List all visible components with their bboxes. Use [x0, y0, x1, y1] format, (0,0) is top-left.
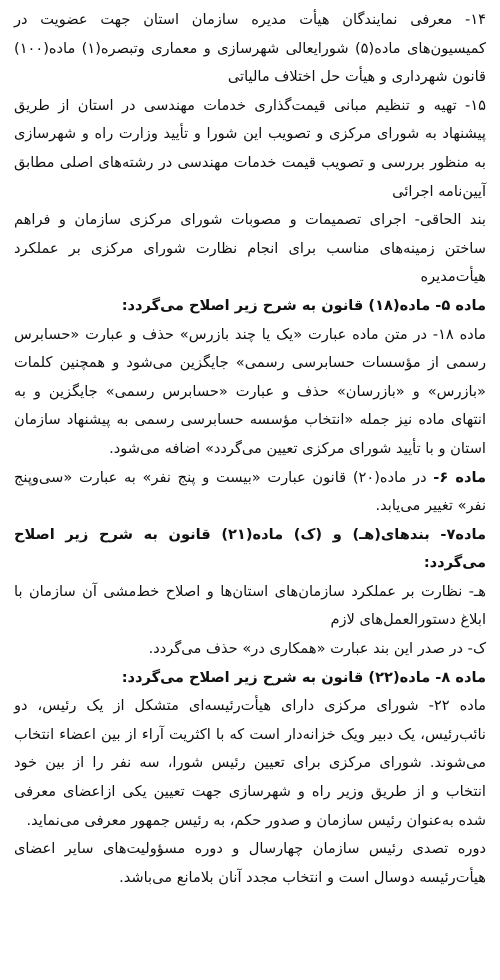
article-8-tail: دوره تصدی رئیس سازمان چهارسال و دوره مسؤولیت‌های سایر اعضای هیأت‌رئیسه دوسال است و انتخاب مجدد آنان بلامانع می‌باشد.: [14, 840, 486, 886]
article-6-heading: ماده ۶-: [433, 468, 486, 486]
article-8-heading: ماده ۸- ماده(۲۲) قانون به شرح زیر اصلاح می‌گردد:: [121, 668, 486, 686]
article-7-item-kaf: ک- در صدر این بند عبارت «همکاری در» حذف می‌گردد.: [148, 640, 486, 658]
article-8-body: ماده ۲۲- شورای مرکزی دارای هیأت‌رئیسه‌ای متشکل از یک رئیس، دو نائب‌رئیس، یک دبیر ویک خزانه‌دار است که با اکثریت آراء از بین اعضاء انتخاب می‌شوند. شورای مرکزی برای تعیین رئیس شورا، سه نفر را از بین خود انتخاب و از طریق وزیر راه و شهرسازی جهت تعیین یکی ازاعضای معرفی شده به‌عنوان رئیس سازمان و صدور حکم، به رئیس جمهور معرفی می‌نماید.: [14, 697, 486, 829]
clause-14: ۱۴- معرفی نمایندگان هیأت مدیره سازمان استان جهت عضویت در کمیسیون‌های ماده(۵) شورایعالی شهرسازی و معماری وتبصره(۱) ماده(۱۰۰) قانون شهرداری و هیأت حل اختلاف مالیاتی: [14, 11, 487, 86]
clause-15: ۱۵- تهیه و تنظیم مبانی قیمت‌گذاری خدمات مهندسی در استان از طریق پیشنهاد به شورای مرکزی و تصویب این شورا و تأیید وزارت راه و شهرسازی به منظور بررسی و تصویب قیمت خدمات مهندسی در رشته‌های اصلی مطابق آیین‌نامه اجرائی: [14, 96, 486, 200]
appended-clause: بند الحاقی- اجرای تصمیمات و مصوبات شورای مرکزی سازمان و فراهم ساختن زمینه‌های مناسب برای انجام نظارت شورای مرکزی بر عملکرد هیأت‌مدیره: [14, 211, 486, 286]
article-5-body: ماده ۱۸- در متن ماده عبارت «یک یا چند بازرس» حذف و عبارت «حسابرس رسمی از مؤسسات حسابرسی رسمی» جایگزین می‌شود و همچنین کلمات «بازرس» و «بازرسان» حذف و عبارت «حسابرس رسمی» جایگزین و به انتهای ماده نیز جمله «انتخاب مؤسسه حسابرسی رسمی به پیشنهاد سازمان استان و با تأیید شورای مرکزی تعیین می‌گردد» اضافه می‌شود.: [14, 325, 486, 457]
article-6-body: در ماده(۲۰) قانون عبارت «بیست و پنج نفر» به عبارت «سی‌وپنج نفر» تغییر می‌یابد.: [14, 468, 486, 515]
article-6: [14, 464, 486, 521]
article-7-item-he: هـ- نظارت بر عملکرد سازمان‌های استان‌ها و اصلاح خط‌مشی آن سازمان با ابلاغ دستورالعمل‌های لازم: [14, 582, 486, 629]
article-7-heading: ماده۷- بندهای(هـ) و (ک) ماده(۲۱) قانون به شرح زیر اصلاح می‌گردد:: [14, 525, 486, 572]
article-5-heading: ماده ۵- ماده(۱۸) قانون به شرح زیر اصلاح می‌گردد:: [121, 296, 486, 314]
